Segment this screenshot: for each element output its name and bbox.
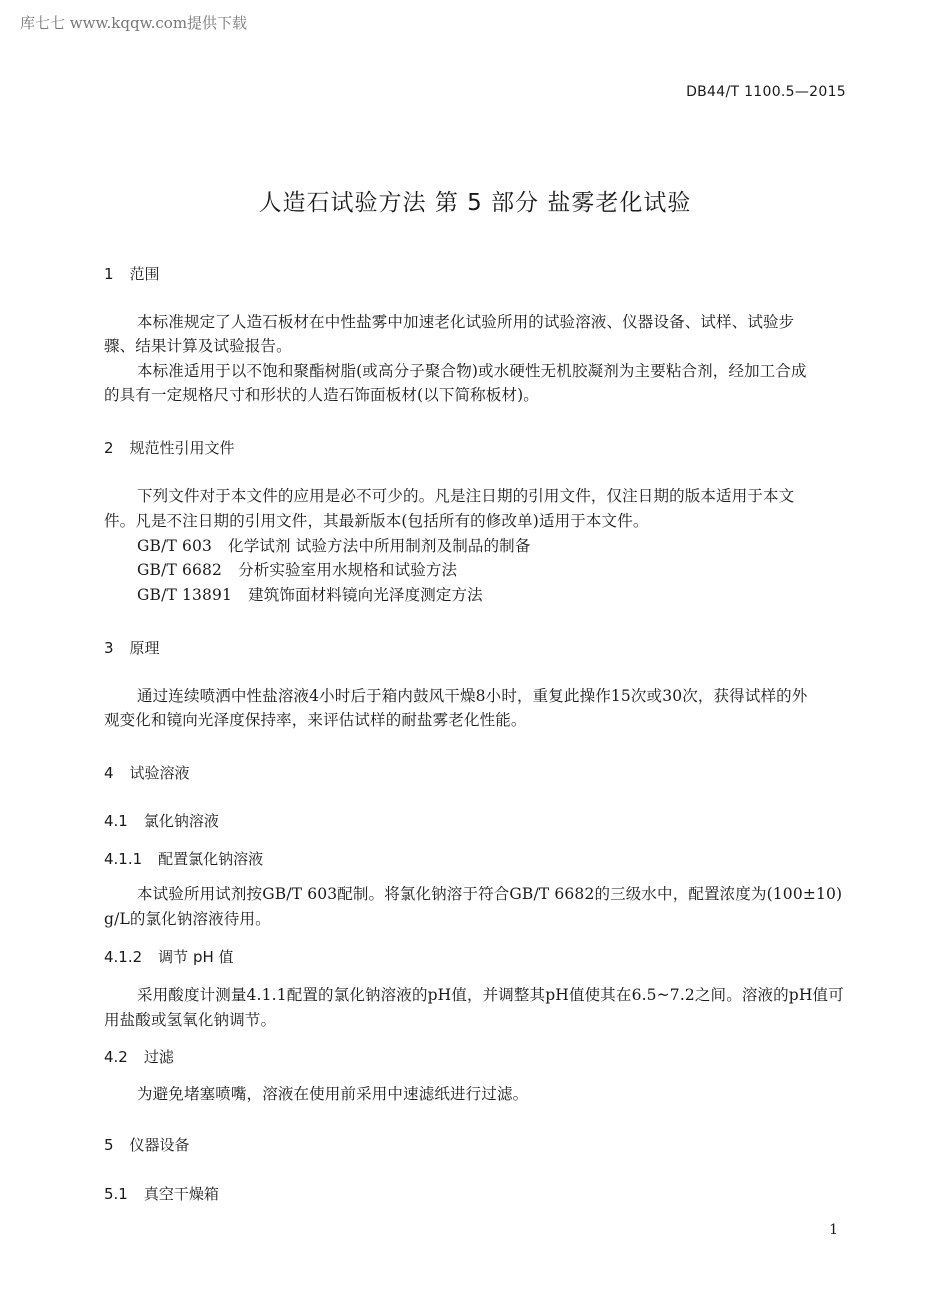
section-number: 5 bbox=[104, 1136, 114, 1154]
reference-item bbox=[137, 558, 457, 582]
section-number: 4.1.2 bbox=[104, 948, 143, 966]
section-title: 范围 bbox=[129, 265, 160, 283]
paragraph-ph-adjust-line: 采用酸度计测量4.1.1配置的氯化钠溶液的pH值，并调整其pH值使其在6.5~7.2之间。溶液的pH值可 bbox=[137, 986, 844, 1004]
paragraph-ph-adjust-line: 用盐酸或氢氧化钠调节。 bbox=[104, 1011, 277, 1029]
section-heading-5 bbox=[104, 1134, 190, 1155]
section-heading-4-1 bbox=[104, 810, 219, 831]
page-number: 1 bbox=[829, 1222, 838, 1238]
section-title: 氯化钠溶液 bbox=[143, 812, 219, 830]
paragraph-references-line: 件。凡是不注日期的引用文件，其最新版本(包括所有的修改单)适用于本文件。 bbox=[104, 512, 649, 530]
paragraph-scope-line: 本标准规定了人造石板材在中性盐雾中加速老化试验所用的试验溶液、仪器设备、试样、试验步 bbox=[137, 313, 795, 331]
section-number: 3 bbox=[104, 639, 114, 657]
paragraph-solution-prep-line: g/L的氯化钠溶液待用。 bbox=[104, 910, 271, 928]
reference-code: GB/T 6682 bbox=[137, 561, 223, 579]
section-title: 规范性引用文件 bbox=[129, 439, 235, 457]
paragraph-applicability-line: 的具有一定规格尺寸和形状的人造石饰面板材(以下简称板材)。 bbox=[104, 386, 539, 404]
reference-code: GB/T 603 bbox=[137, 537, 213, 555]
reference-name: 化学试剂 试验方法中所用制剂及制品的制备 bbox=[228, 537, 531, 555]
reference-item bbox=[137, 583, 483, 607]
paragraph-principle-line: 通过连续喷洒中性盐溶液4小时后于箱内鼓风干燥8小时，重复此操作15次或30次，获得试样的外 bbox=[137, 687, 808, 705]
reference-item bbox=[137, 534, 530, 558]
section-title: 原理 bbox=[129, 639, 160, 657]
section-title: 真空干燥箱 bbox=[143, 1185, 219, 1203]
section-heading-4 bbox=[104, 762, 190, 783]
paragraph-filtering-line: 为避免堵塞喷嘴，溶液在使用前采用中速滤纸进行过滤。 bbox=[137, 1085, 529, 1103]
reference-name: 建筑饰面材料镜向光泽度测定方法 bbox=[248, 586, 483, 604]
section-heading-1 bbox=[104, 263, 160, 284]
section-number: 4.1.1 bbox=[104, 850, 143, 868]
section-heading-3 bbox=[104, 637, 160, 658]
section-number: 4 bbox=[104, 764, 114, 782]
section-number: 4.2 bbox=[104, 1048, 128, 1066]
section-title: 过滤 bbox=[143, 1048, 174, 1066]
section-heading-4-1-2 bbox=[104, 946, 234, 967]
paragraph-principle-line: 观变化和镜向光泽度保持率，来评估试样的耐盐雾老化性能。 bbox=[104, 711, 527, 729]
document-number: DB44/T 1100.5—2015 bbox=[686, 84, 846, 100]
section-heading-4-2 bbox=[104, 1046, 174, 1067]
section-title: 仪器设备 bbox=[129, 1136, 190, 1154]
section-number: 4.1 bbox=[104, 812, 128, 830]
page-title: 人造石试验方法 第 5 部分 盐雾老化试验 bbox=[258, 190, 692, 216]
section-title: 调节 pH 值 bbox=[158, 948, 234, 966]
section-heading-2 bbox=[104, 437, 235, 458]
section-number: 2 bbox=[104, 439, 114, 457]
reference-name: 分析实验室用水规格和试验方法 bbox=[238, 561, 458, 579]
paragraph-references-line: 下列文件对于本文件的应用是必不可少的。凡是注日期的引用文件，仅注日期的版本适用于本文 bbox=[137, 487, 795, 505]
section-title: 试验溶液 bbox=[129, 764, 190, 782]
reference-code: GB/T 13891 bbox=[137, 586, 233, 604]
paragraph-applicability-line: 本标准适用于以不饱和聚酯树脂(或高分子聚合物)或水硬性无机胶凝剂为主要粘合剂，经加工合成 bbox=[137, 362, 807, 380]
watermark-text: 库七七 www.kqqw.com提供下载 bbox=[20, 14, 248, 32]
section-heading-4-1-1 bbox=[104, 848, 263, 869]
section-title: 配置氯化钠溶液 bbox=[158, 850, 264, 868]
paragraph-solution-prep-line: 本试验所用试剂按GB/T 603配制。将氯化钠溶于符合GB/T 6682的三级水中，配置浓度为(100±10) bbox=[137, 885, 843, 903]
paragraph-scope-line: 骤、结果计算及试验报告。 bbox=[104, 337, 292, 355]
section-number: 5.1 bbox=[104, 1185, 128, 1203]
section-number: 1 bbox=[104, 265, 114, 283]
section-heading-5-1 bbox=[104, 1183, 219, 1204]
